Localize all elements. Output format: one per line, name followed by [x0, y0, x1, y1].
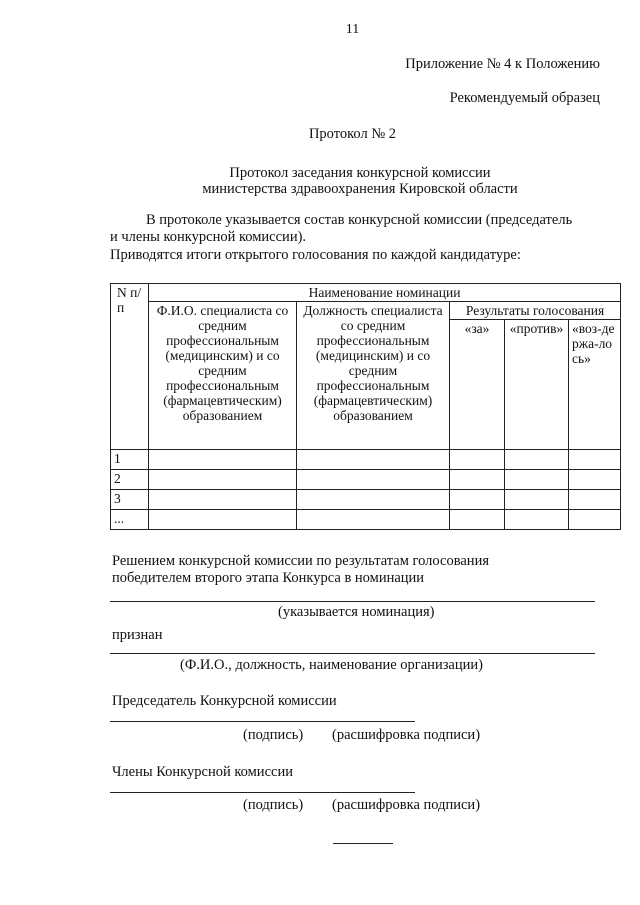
row-number: 2: [111, 470, 149, 490]
col-for-header: «за»: [450, 320, 505, 450]
results-header: Результаты голосования: [450, 302, 621, 320]
members-label: Члены Конкурсной комиссии: [112, 764, 293, 780]
members-signature-hint: (подпись): [243, 797, 304, 813]
decision-line2: победителем второго этапа Конкурса в номинации: [112, 570, 425, 586]
recognized-label: признан: [112, 627, 163, 643]
page-number: 11: [345, 22, 360, 37]
recommended-label: Рекомендуемый образец: [449, 90, 600, 106]
table-header-row-1: [111, 284, 621, 302]
table-header-row-2: [111, 302, 621, 320]
row-number: ...: [111, 510, 149, 530]
intro-line3: Приводятся итоги открытого голосования по каждой кандидатуре:: [110, 247, 521, 263]
person-hint: (Ф.И.О., должность, наименование организации): [180, 657, 483, 673]
members-signature-line: [110, 792, 415, 793]
protocol-subtitle-line2: министерства здравоохранения Кировской области: [202, 181, 518, 197]
intro-line1: В протоколе указывается состав конкурсной комиссии (председатель: [146, 212, 573, 228]
voting-results-table: [110, 283, 621, 530]
protocol-subtitle-line1: Протокол заседания конкурсной комиссии: [229, 165, 491, 181]
chairman-signature-hint: (подпись): [243, 727, 304, 743]
protocol-title: Протокол № 2: [308, 126, 397, 142]
appendix-label: Приложение № 4 к Положению: [405, 56, 600, 72]
table-row: [111, 510, 621, 530]
chairman-decoding-hint: (расшифровка подписи): [332, 727, 481, 743]
col-position-header: Должность специалиста со средним профессиональным (медицинским) и со средним профессиональным (фармацевтическим) образованием: [297, 302, 450, 450]
intro-line2: и члены конкурсной комиссии).: [110, 229, 307, 245]
nomination-hint: (указывается номинация): [278, 604, 435, 620]
members-decoding-hint: (расшифровка подписи): [332, 797, 481, 813]
col-fio-header: Ф.И.О. специалиста со средним профессиональным (медицинским) и со средним профессиональным (фармацевтическим) образованием: [149, 302, 297, 450]
col-abstain-header: «воз-держа-лось»: [569, 320, 621, 450]
decision-line1: Решением конкурсной комиссии по результатам голосования: [112, 553, 489, 569]
footer-rule: [333, 843, 393, 844]
table-row: [111, 490, 621, 510]
col-against-header: «против»: [505, 320, 569, 450]
row-number: 1: [111, 450, 149, 470]
chairman-label: Председатель Конкурсной комиссии: [112, 693, 337, 709]
table-row: [111, 450, 621, 470]
row-number: 3: [111, 490, 149, 510]
table-row: [111, 470, 621, 490]
person-fill-line: [110, 653, 595, 654]
col-number-header: N п/п: [111, 284, 149, 450]
nomination-header: Наименование номинации: [149, 284, 621, 302]
nomination-fill-line: [110, 601, 595, 602]
chairman-signature-line: [110, 721, 415, 722]
